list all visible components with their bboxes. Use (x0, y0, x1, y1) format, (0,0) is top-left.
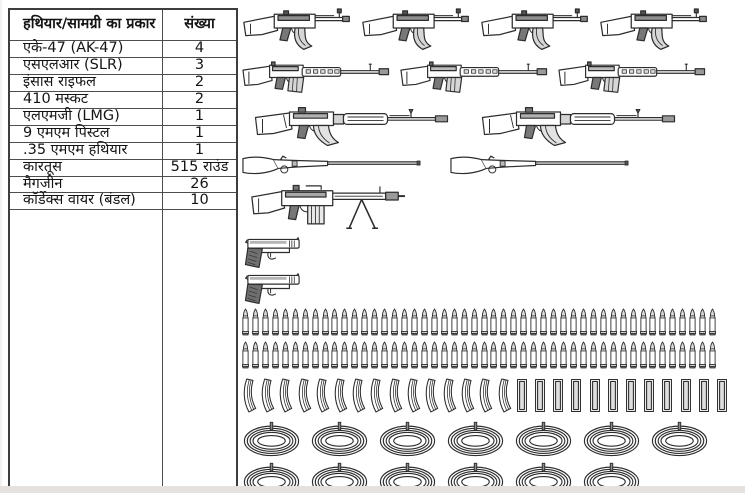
pistol-35-row (241, 271, 745, 307)
weapon-count-cell: 2 (194, 73, 205, 90)
bullet-icon (460, 307, 469, 337)
bullet-icon (569, 340, 578, 370)
bullet-icon (629, 307, 638, 337)
magazine-straight-icon (678, 376, 694, 415)
table-row (10, 193, 236, 210)
table-filler-row (10, 210, 236, 487)
ak47-icon (241, 5, 355, 51)
magazine-curved-icon (423, 376, 439, 415)
bullet-icon (340, 340, 349, 370)
table-row (10, 41, 236, 58)
bullet-icon (529, 307, 538, 337)
magazine-curved-icon (405, 376, 421, 415)
magazine-straight-icon (605, 376, 621, 415)
bullet-icon (450, 307, 459, 337)
bullet-icon (489, 307, 498, 337)
bullet-icon (668, 307, 677, 337)
magazine-straight-icon (714, 376, 730, 415)
weapon-count-cell: 2 (194, 90, 205, 107)
bullet-icon (629, 340, 638, 370)
magazine-curved-icon (259, 376, 275, 415)
weapons-pictogram-panel (241, 0, 745, 493)
magazine-curved-icon (350, 376, 366, 415)
musket-row (241, 152, 745, 183)
weapon-count-cell: 3 (194, 56, 205, 73)
bullet-icon (509, 340, 518, 370)
coil-icon (241, 419, 302, 457)
ak47-icon (598, 5, 712, 51)
bullet-icon (350, 340, 359, 370)
weapon-count-cell: 10 (190, 192, 209, 209)
coil-icon (581, 419, 642, 457)
coils-row-1 (241, 419, 745, 460)
table-row (10, 177, 236, 194)
bullet-icon (470, 307, 479, 337)
bullet-icon (499, 307, 508, 337)
bullet-icon (619, 307, 628, 337)
bullet-icon (400, 340, 409, 370)
table-header-row (10, 10, 236, 41)
table-row (10, 126, 236, 143)
filler-cell-left (10, 210, 163, 487)
weapon-type-cell: 9 एमएम पिस्टल (10, 126, 163, 142)
bullets-row-1 (241, 307, 745, 340)
magazine-curved-icon (477, 376, 493, 415)
bullet-icon (559, 307, 568, 337)
bullet-icon (519, 340, 528, 370)
pistol-9mm-row (241, 235, 745, 271)
coil-icon (649, 419, 710, 457)
bullet-icon (251, 340, 260, 370)
insas-icon (251, 105, 456, 149)
bullet-icon (569, 307, 578, 337)
bullet-icon (708, 340, 717, 370)
magazine-straight-icon (696, 376, 712, 415)
bullet-icon (410, 307, 419, 337)
slr-row (241, 57, 745, 102)
weapon-type-cell: एलएमजी (LMG) (10, 109, 163, 125)
table-row (10, 58, 236, 75)
bullet-icon (698, 340, 707, 370)
weapon-type-cell: कारतूस (10, 160, 163, 176)
bullet-icon (470, 340, 479, 370)
bullet-icon (281, 307, 290, 337)
bullet-icon (609, 307, 618, 337)
bullet-icon (400, 307, 409, 337)
magazine-straight-icon (568, 376, 584, 415)
bullet-icon (639, 307, 648, 337)
bullet-icon (271, 307, 280, 337)
bullet-icon (271, 340, 280, 370)
bullet-icon (529, 340, 538, 370)
bullet-icon (460, 340, 469, 370)
weapon-type-cell: मैगजीन (10, 177, 163, 193)
magazine-straight-icon (532, 376, 548, 415)
insas-row (241, 102, 745, 152)
bullet-icon (519, 307, 528, 337)
bullet-icon (499, 340, 508, 370)
pistol-icon (244, 271, 302, 305)
lmg-icon (247, 183, 431, 235)
bullet-icon (420, 340, 429, 370)
bullet-icon (480, 340, 489, 370)
bullet-icon (430, 340, 439, 370)
bullet-icon (380, 307, 389, 337)
bullet-icon (370, 340, 379, 370)
bullet-icon (360, 340, 369, 370)
magazine-curved-icon (241, 376, 257, 415)
bullet-icon (440, 307, 449, 337)
bullet-icon (321, 340, 330, 370)
weapon-count-cell: 4 (194, 40, 205, 56)
lmg-row (241, 183, 745, 235)
bullet-icon (380, 340, 389, 370)
bullet-icon (311, 307, 320, 337)
bullet-icon (261, 307, 270, 337)
bullet-icon (658, 307, 667, 337)
table-row (10, 143, 236, 160)
magazine-straight-icon (623, 376, 639, 415)
weapon-count-cell: 1 (194, 124, 205, 141)
bullet-icon (350, 307, 359, 337)
magazines-row (241, 373, 745, 419)
bullet-icon (698, 307, 707, 337)
weapon-type-cell: 410 मस्कट (10, 92, 163, 108)
magazine-straight-icon (514, 376, 530, 415)
bullet-icon (509, 307, 518, 337)
bullet-icon (658, 340, 667, 370)
bullet-icon (609, 340, 618, 370)
bullet-icon (360, 307, 369, 337)
bullet-icon (648, 340, 657, 370)
bullet-icon (589, 307, 598, 337)
weapon-type-cell: कॉर्डेक्स वायर (बंडल) (10, 193, 163, 209)
bullet-icon (330, 340, 339, 370)
column-header-count: संख्या (184, 16, 215, 33)
magazine-curved-icon (387, 376, 403, 415)
bullet-icon (281, 340, 290, 370)
bullet-icon (340, 307, 349, 337)
weapons-table (8, 8, 238, 489)
slr-icon (399, 59, 549, 97)
bullet-icon (599, 307, 608, 337)
column-header-type: हथियार/सामग्री का प्रकार (10, 10, 163, 40)
bullet-icon (489, 340, 498, 370)
bullet-icon (559, 340, 568, 370)
magazine-curved-icon (459, 376, 475, 415)
bullet-icon (619, 340, 628, 370)
bullet-icon (430, 307, 439, 337)
bullet-icon (241, 340, 250, 370)
table-row (10, 92, 236, 109)
bullet-icon (311, 340, 320, 370)
bullet-icon (251, 307, 260, 337)
bullet-icon (668, 340, 677, 370)
slr-icon (557, 59, 707, 97)
bullet-icon (688, 340, 697, 370)
bullet-icon (440, 340, 449, 370)
bullet-icon (410, 340, 419, 370)
bullet-icon (241, 307, 250, 337)
bullet-icon (599, 340, 608, 370)
slr-icon (241, 59, 391, 97)
bullet-icon (708, 307, 717, 337)
magazine-curved-icon (441, 376, 457, 415)
magazine-curved-icon (496, 376, 512, 415)
ak47-icon (360, 5, 474, 51)
weapon-count-cell: 1 (194, 141, 205, 158)
magazine-straight-icon (641, 376, 657, 415)
table-row (10, 75, 236, 92)
weapon-count-cell: 26 (190, 175, 209, 192)
weapon-type-cell: एके-47 (AK-47) (10, 41, 163, 57)
bullet-icon (301, 340, 310, 370)
table-row (10, 160, 236, 177)
bullet-icon (579, 307, 588, 337)
magazine-curved-icon (277, 376, 293, 415)
bullet-icon (420, 307, 429, 337)
musket-icon (449, 152, 631, 180)
coil-icon (513, 419, 574, 457)
bullet-icon (370, 307, 379, 337)
bullet-icon (539, 340, 548, 370)
weapon-type-cell: एसएलआर (SLR) (10, 58, 163, 74)
bullet-icon (688, 307, 697, 337)
bullet-icon (480, 307, 489, 337)
coil-icon (445, 419, 506, 457)
table-body (10, 41, 236, 210)
magazine-curved-icon (314, 376, 330, 415)
weapon-type-cell: .35 एमएम हथियार (10, 143, 163, 159)
weapon-type-cell: इंसास राइफल (10, 75, 163, 91)
bullet-icon (450, 340, 459, 370)
ak47-icon (479, 5, 593, 51)
bullet-icon (648, 307, 657, 337)
magazine-curved-icon (332, 376, 348, 415)
bullets-row-2 (241, 340, 745, 373)
pistol-icon (244, 235, 302, 269)
insas-icon (478, 105, 683, 149)
weapon-count-cell: 1 (194, 107, 205, 124)
coil-icon (377, 419, 438, 457)
magazine-straight-icon (587, 376, 603, 415)
filler-cell-right (163, 210, 236, 487)
bullet-icon (579, 340, 588, 370)
bullet-icon (330, 307, 339, 337)
ak47-row (241, 5, 745, 57)
bullet-icon (390, 307, 399, 337)
bullet-icon (678, 340, 687, 370)
bullet-icon (321, 307, 330, 337)
page-edge-bottom (0, 486, 745, 493)
bullet-icon (539, 307, 548, 337)
magazine-curved-icon (368, 376, 384, 415)
bullet-icon (390, 340, 399, 370)
page-edge-left (0, 0, 2, 493)
bullet-icon (291, 307, 300, 337)
bullet-icon (678, 307, 687, 337)
magazine-straight-icon (550, 376, 566, 415)
bullet-icon (549, 340, 558, 370)
bullet-icon (639, 340, 648, 370)
bullet-icon (589, 340, 598, 370)
bullet-icon (301, 307, 310, 337)
bullet-icon (549, 307, 558, 337)
magazine-straight-icon (659, 376, 675, 415)
bullet-icon (261, 340, 270, 370)
table-row (10, 109, 236, 126)
coil-icon (309, 419, 370, 457)
magazine-curved-icon (296, 376, 312, 415)
musket-icon (241, 152, 423, 180)
bullet-icon (291, 340, 300, 370)
weapon-count-cell: 515 राउंड (170, 158, 229, 175)
